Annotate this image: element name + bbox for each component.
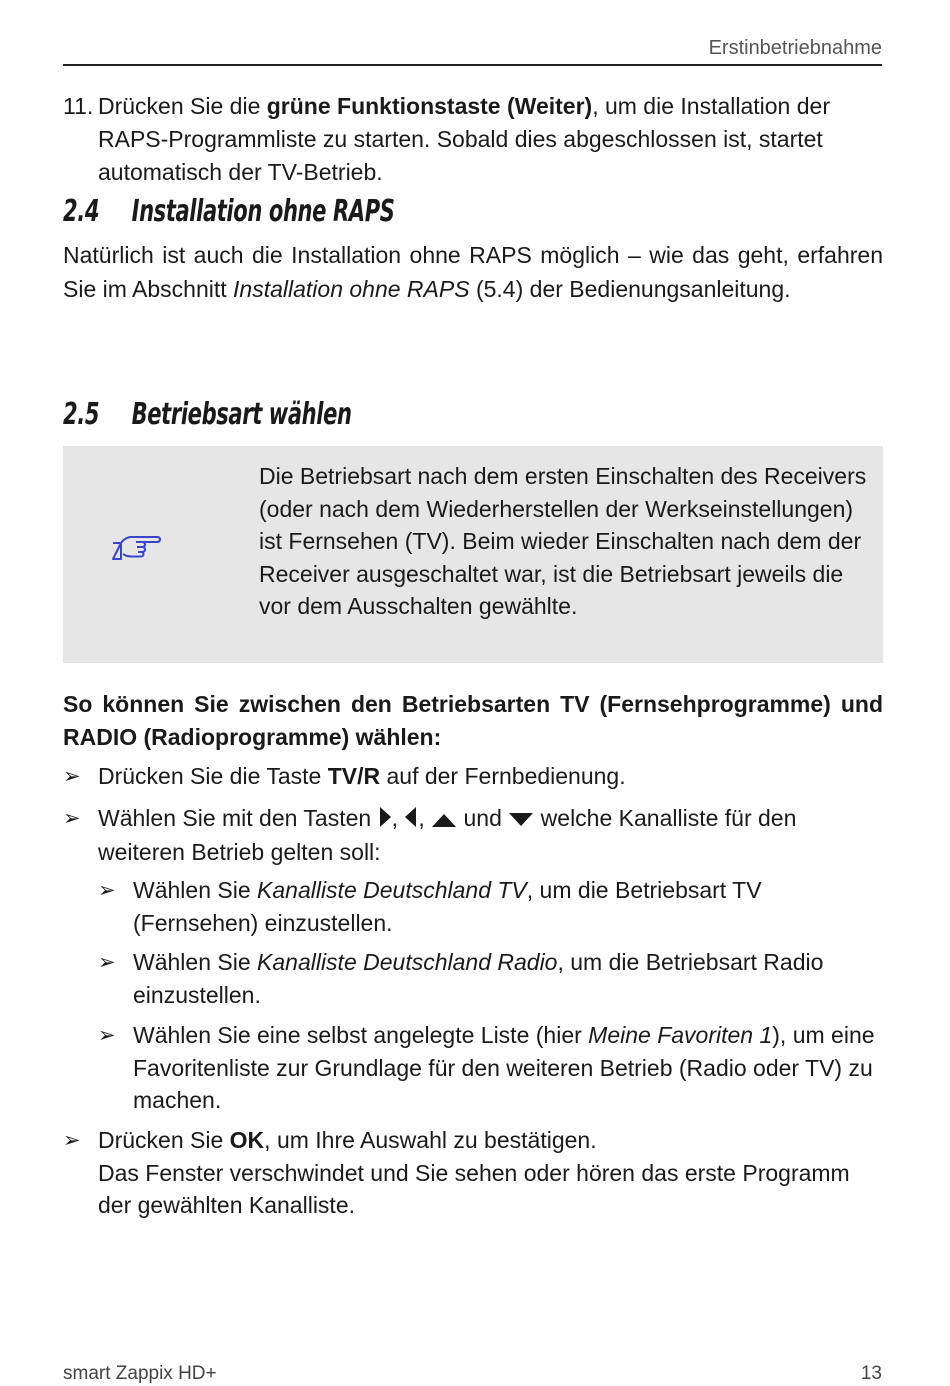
page-number: 13 (860, 1363, 882, 1384)
step-11 (63, 90, 883, 189)
subbullet-favorites: ➢ Wählen Sie eine selbst angelegte Liste (hier Meine Favoriten 1), um eine Favoritenliste zur Grundlage für den weiteren Betrieb (Radio oder TV) zu machen. (98, 1022, 875, 1113)
instruction-lead: So können Sie zwischen den Betriebsarten TV (Fernsehprogramme) und RADIO (Radioprogramme) wählen: (63, 691, 883, 750)
note-text: Die Betriebsart nach dem ersten Einschalten des Receivers (oder nach dem Wiederherstellen der Werkseinstellungen) ist Fernsehen (TV). Beim wieder Einschalten nach dem der Receiver ausgeschaltet war, ist die Betriebsart jeweils die vor dem Ausschalten gewählte. (259, 463, 867, 619)
crossref-installation-ohne-raps: Installation ohne RAPS (233, 276, 470, 302)
paragraph-installation-ohne-raps: Natürlich ist auch die Installation ohne RAPS möglich – wie das geht, erfahren Sie im Abschnitt Installation ohne RAPS (5.4) der Bedienungsanleitung. (63, 242, 883, 302)
bullet-tv-r: ➢ Drücken Sie die Taste TV/R auf der Fernbedienung. (63, 763, 626, 789)
ok-result-text: Das Fenster verschwindet und Sie sehen oder hören das erste Programm der gewählten Kanalliste. (98, 1159, 850, 1218)
arrow-down-icon (508, 804, 534, 837)
footer-product-name: smart Zappix HD+ (63, 1363, 217, 1384)
ok-key-label: OK (229, 1127, 265, 1153)
running-header: Erstinbetriebnahme (708, 37, 882, 59)
heading-section-2-4: 2.4 Installation ohne RAPS (63, 194, 395, 229)
list-name-tv: Kanalliste Deutschland TV (257, 877, 527, 903)
arrow-up-icon (431, 804, 457, 837)
list-name-radio: Kanalliste Deutschland Radio (257, 949, 558, 975)
heading-section-2-5: 2.5 Betriebsart wählen (63, 397, 352, 432)
step-number: 11. (63, 93, 94, 119)
header-rule (63, 64, 882, 66)
note-box (63, 446, 883, 663)
step-text: Drücken Sie die grüne Funktionstaste (Weiter), um die Installation der RAPS-Programmliste zu starten. Sobald dies abgeschlossen ist, startet automatisch der TV-Betrieb. (98, 93, 830, 185)
subbullet-radio: ➢ Wählen Sie Kanalliste Deutschland Radio, um die Betriebsart Radio einzustellen. (98, 949, 824, 1008)
pointing-hand-icon (110, 534, 162, 573)
green-key-label: grüne Funktionstaste (Weiter) (266, 93, 593, 119)
arrow-left-icon (404, 804, 418, 837)
list-name-favorites: Meine Favoriten 1 (588, 1022, 773, 1048)
subbullet-tv: ➢ Wählen Sie Kanalliste Deutschland TV, um die Betriebsart TV (Fernsehen) einzustellen. (98, 877, 762, 936)
tv-r-key-label: TV/R (327, 763, 381, 789)
bullet-ok: ➢ Drücken Sie OK, um Ihre Auswahl zu bestätigen. Das Fenster verschwindet und Sie sehen oder hören das erste Programm der gewählten Kanalliste. (63, 1124, 883, 1222)
bullet-arrow-keys: ➢ Wählen Sie mit den Tasten , , und welche Kanalliste für den weiteren Betrieb gelten soll: (63, 805, 797, 866)
arrow-right-icon (378, 804, 392, 837)
